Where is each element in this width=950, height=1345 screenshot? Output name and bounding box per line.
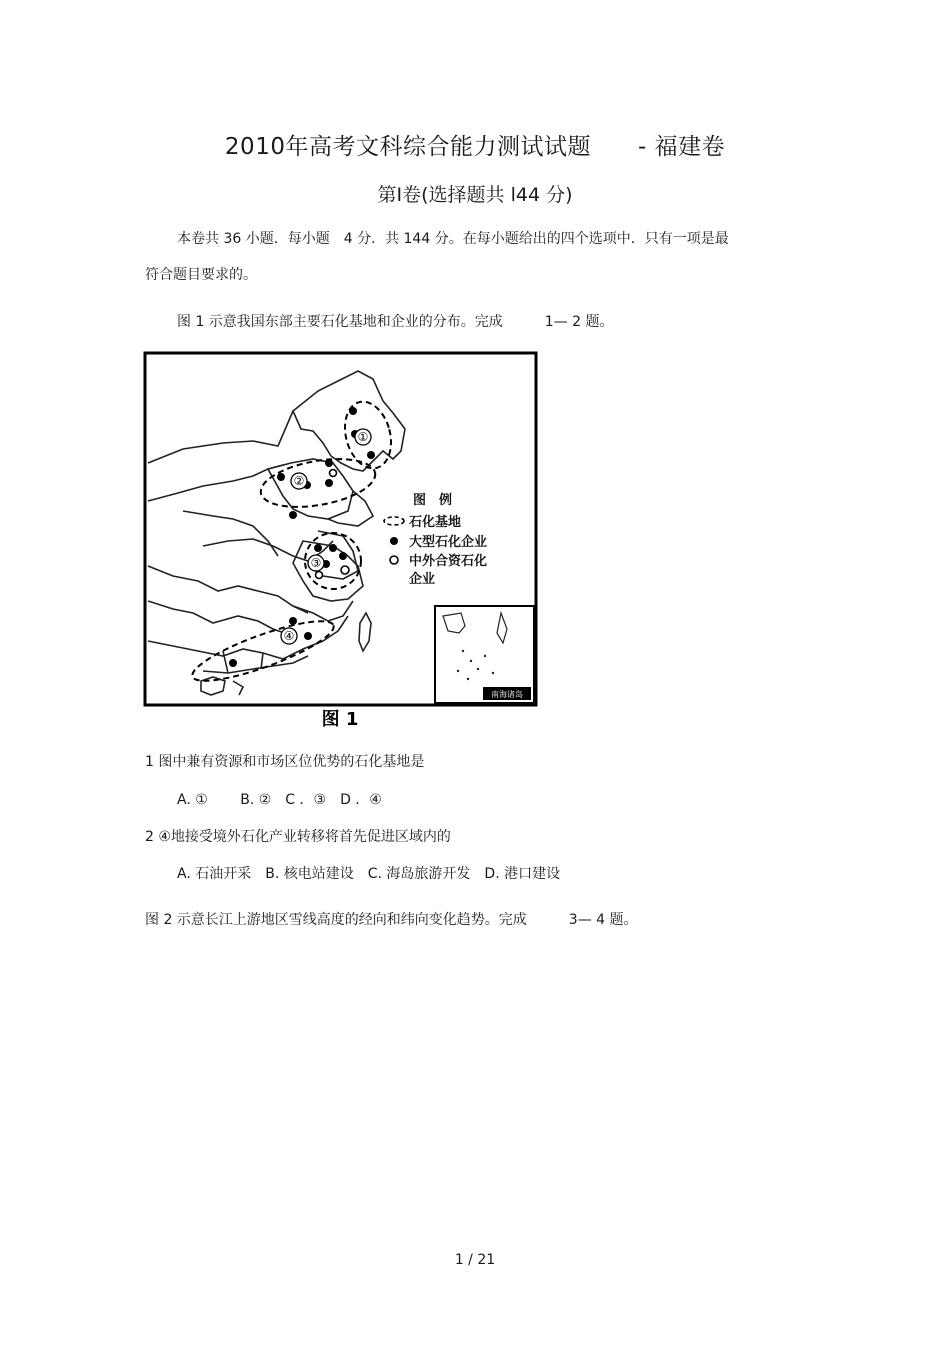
question-2-options: A. 石油开采 B. 核电站建设 C. 海岛旅游开发 D. 港口建设 [177, 866, 561, 882]
figure1-map [143, 351, 538, 729]
south-china-sea-inset [435, 606, 534, 703]
section-heading: 第Ⅰ卷(选择题共 l44 分) [377, 184, 573, 206]
document-title: 2010年高考文科综合能力测试试题 - 福建卷 [224, 134, 726, 160]
inset-label: 南海诸岛 [491, 690, 523, 699]
question-2-stem: 2 ④地接受境外石化产业转移将首先促进区域内的 [145, 829, 451, 845]
legend-ring-symbol [390, 556, 398, 564]
question-1-options: A. ① B. ② C ．③ D ．④ [177, 792, 382, 808]
legend-item-jv-cont: 企业 [409, 572, 436, 587]
legend-item-base: 石化基地 [409, 515, 462, 530]
page-number: 1 / 21 [454, 1252, 496, 1268]
question-1-stem: 1 图中兼有资源和市场区位优势的石化基地是 [145, 754, 425, 770]
figure1-caption: 图 1 示意我国东部主要石化基地和企业的分布。完成 1— 2 题。 [177, 314, 614, 330]
legend-item-large: 大型石化企业 [409, 535, 488, 550]
intro-line-2: 符合题目要求的。 [145, 267, 257, 283]
base-label-4: ④ [283, 629, 295, 643]
legend-dot-symbol [390, 537, 398, 545]
legend-item-jv: 中外合资石化 [409, 554, 488, 569]
legend-title: 图 例 [413, 493, 453, 508]
figure1-label: 图 1 [321, 709, 359, 729]
intro-line-1: 本卷共 36 小题．每小题 4 分．共 144 分。在每小题给出的四个选项中．只有一项是最 [177, 231, 729, 247]
base-label-2: ② [293, 474, 305, 488]
base-label-1: ① [357, 430, 369, 444]
figure2-caption: 图 2 示意长江上游地区雪线高度的经向和纬向变化趋势。完成 3— 4 题。 [145, 912, 638, 928]
base-label-3: ③ [310, 556, 322, 570]
